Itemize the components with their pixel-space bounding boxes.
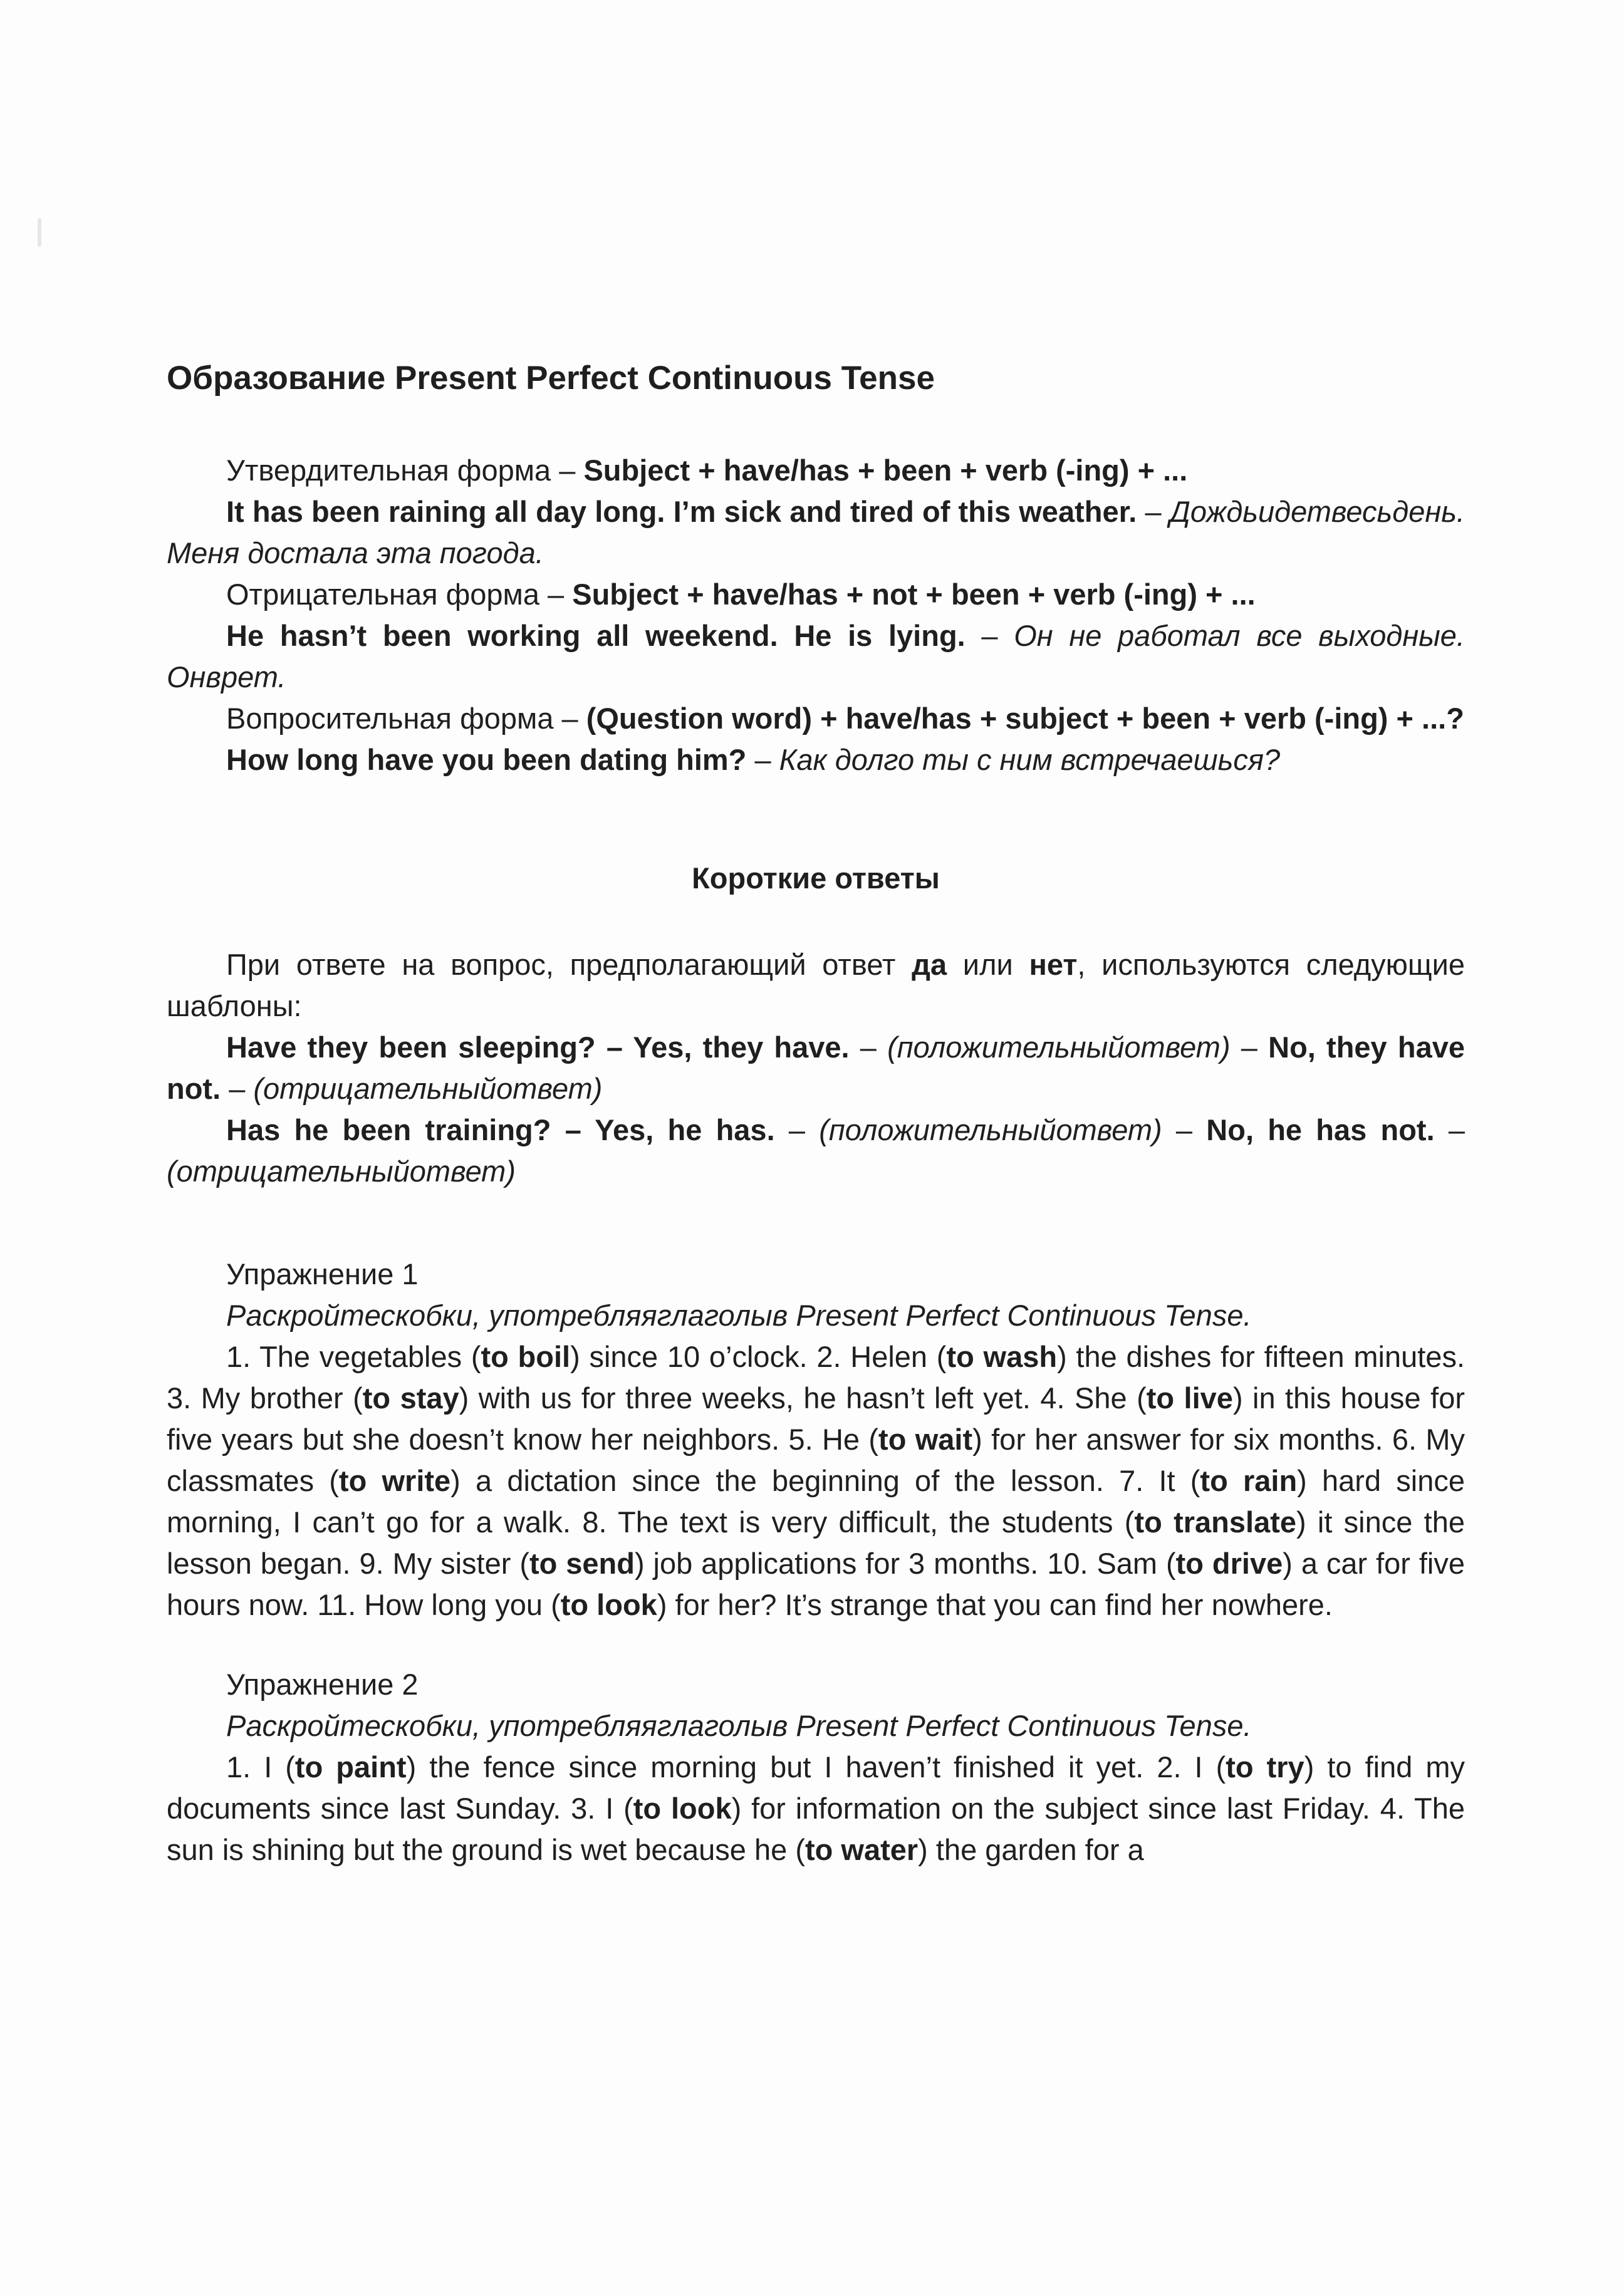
run: При ответе на вопрос, предполагающий ответ [226,948,912,981]
exercise-1-title: Упражнение 1 [226,1257,419,1291]
run: ) to find my documents since last Sunday. 3. I ( [167,1750,1465,1825]
paragraph-short-answer-example-1 [167,1027,1465,1109]
run: 1. The vegetables ( [226,1340,481,1373]
run-verb-hint: to try [1226,1750,1304,1784]
run: ) the fence since morning but I haven’t finished it yet. 2. I ( [406,1750,1226,1784]
run-note-ru: (отрицательныйответ) [167,1155,516,1188]
run-example-en: Have they been sleeping? – Yes, they have. [226,1031,860,1064]
paragraph-negative-example [167,615,1465,698]
paragraph-short-answer-example-2 [167,1109,1465,1192]
run-dash: – [1145,495,1170,528]
run-verb-hint: to drive [1175,1547,1283,1580]
run-verb-hint: to water [804,1833,919,1866]
run-example-en: No, they have not. [167,1031,1465,1105]
run-verb-hint: to rain [1200,1464,1298,1497]
run-verb-hint: to wait [878,1423,973,1456]
run-verb-hint: to look [560,1588,657,1621]
run-dash: – [754,743,779,776]
run: ) hard since morning, I can’t go for a walk. 8. The text is very difficult, the students ( [167,1464,1465,1539]
run: ) it since the lesson began. 9. My sister ( [167,1505,1465,1580]
run-formula: Subject + have/has + been + verb (-ing) + ... [583,454,1188,487]
paragraph-interrogative-example [167,739,1465,781]
run: ) since 10 o’clock. 2. Helen ( [570,1340,947,1373]
run-dash: – [1448,1113,1465,1146]
run-formula: Subject + have/has + not + been + verb (-ing) + ... [572,578,1256,611]
run-note-ru: (положительныйответ) [819,1113,1162,1146]
run-verb-hint: to send [529,1547,635,1580]
run-verb-hint: to wash [946,1340,1058,1373]
run: ) with us for three weeks, he hasn’t left yet. 4. She ( [459,1381,1147,1415]
run-note-ru: (отрицательныйответ) [253,1072,603,1105]
content-column [167,0,1465,1871]
run-translation-ru: Как долго ты с ним встречаешься? [779,743,1281,776]
run-example-en: He hasn’t been working all weekend. He is lying. [226,619,982,652]
paragraph-short-answers-intro [167,944,1465,1027]
run-verb-hint: to paint [294,1750,407,1784]
run-dash: – [229,1072,254,1105]
run-dash: – [1230,1031,1269,1064]
run-example-en: Has he been training? – Yes, he has. [226,1113,789,1146]
run: Отрицательная форма – [226,578,573,611]
run-example-en: No, he has not. [1206,1113,1449,1146]
exercise-1-tasks [167,1336,1465,1626]
run: ) for her? It’s strange that you can find her nowhere. [657,1588,1333,1621]
run-dash: – [981,619,1014,652]
run-verb-hint: to stay [362,1381,459,1415]
run-verb-hint: to boil [481,1340,571,1373]
run-yes: да [912,948,947,981]
paragraph-interrogative-form-rule [167,698,1465,739]
run-verb-hint: to look [633,1792,732,1825]
exercise-2-title: Упражнение 2 [226,1668,419,1701]
run: ) for information on the subject since last Friday. 4. The sun is shining but the ground is wet because he ( [167,1792,1465,1866]
run-formula: (Question word) + have/has + subject + been + verb (-ing) + ...? [586,702,1464,735]
run: , используются следующие шаблоны: [167,948,1465,1022]
run-translation-ru: Дождьидетвесьдень. Меня достала эта погода. [167,495,1465,569]
run: ) a dictation since the beginning of the lesson. 7. It ( [450,1464,1200,1497]
short-answers-heading: Короткие ответы [692,861,940,895]
paragraph-affirmative-example [167,491,1465,574]
run: ) a car for five hours now. 11. How long you ( [167,1547,1465,1621]
run-example-en: It has been raining all day long. I’m sick and tired of this weather. [226,495,1145,528]
paragraph-negative-form-rule [167,574,1465,615]
run-dash: – [860,1031,888,1064]
run: ) job applications for 3 months. 10. Sam ( [634,1547,1176,1580]
run-no: нет [1029,948,1078,981]
exercise-1-instructions: Раскройтескобки, употребляяглаголыв Present Perfect Continuous Tense. [226,1299,1252,1332]
run-verb-hint: to write [338,1464,451,1497]
run: Вопросительная форма – [226,702,586,735]
run: Утвердительная форма – [226,454,584,487]
scan-artifact [38,218,41,247]
run-dash: – [1162,1113,1207,1146]
run-translation-ru: Он не работал все выходные. Онврет. [167,619,1465,693]
exercise-2-instructions: Раскройтескобки, употребляяглаголыв Present Perfect Continuous Tense. [226,1709,1252,1742]
page-title: Образование Present Perfect Continuous Tense [167,360,935,397]
run: 1. I ( [226,1750,295,1784]
run: ) in this house for five years but she doesn’t know her neighbors. 5. He ( [167,1381,1465,1456]
run-verb-hint: to translate [1134,1505,1296,1539]
run: ) the dishes for fifteen minutes. 3. My brother ( [167,1340,1465,1415]
run: ) the garden for a [918,1833,1144,1866]
run: ) for her answer for six months. 6. My classmates ( [167,1423,1465,1497]
exercise-2-tasks [167,1747,1465,1871]
run-note-ru: (положительныйответ) [887,1031,1231,1064]
paragraph-affirmative-form-rule [167,450,1465,491]
run-verb-hint: to live [1146,1381,1233,1415]
run-example-en: How long have you been dating him? [226,743,755,776]
run: или [947,948,1029,981]
run-dash: – [788,1113,820,1146]
